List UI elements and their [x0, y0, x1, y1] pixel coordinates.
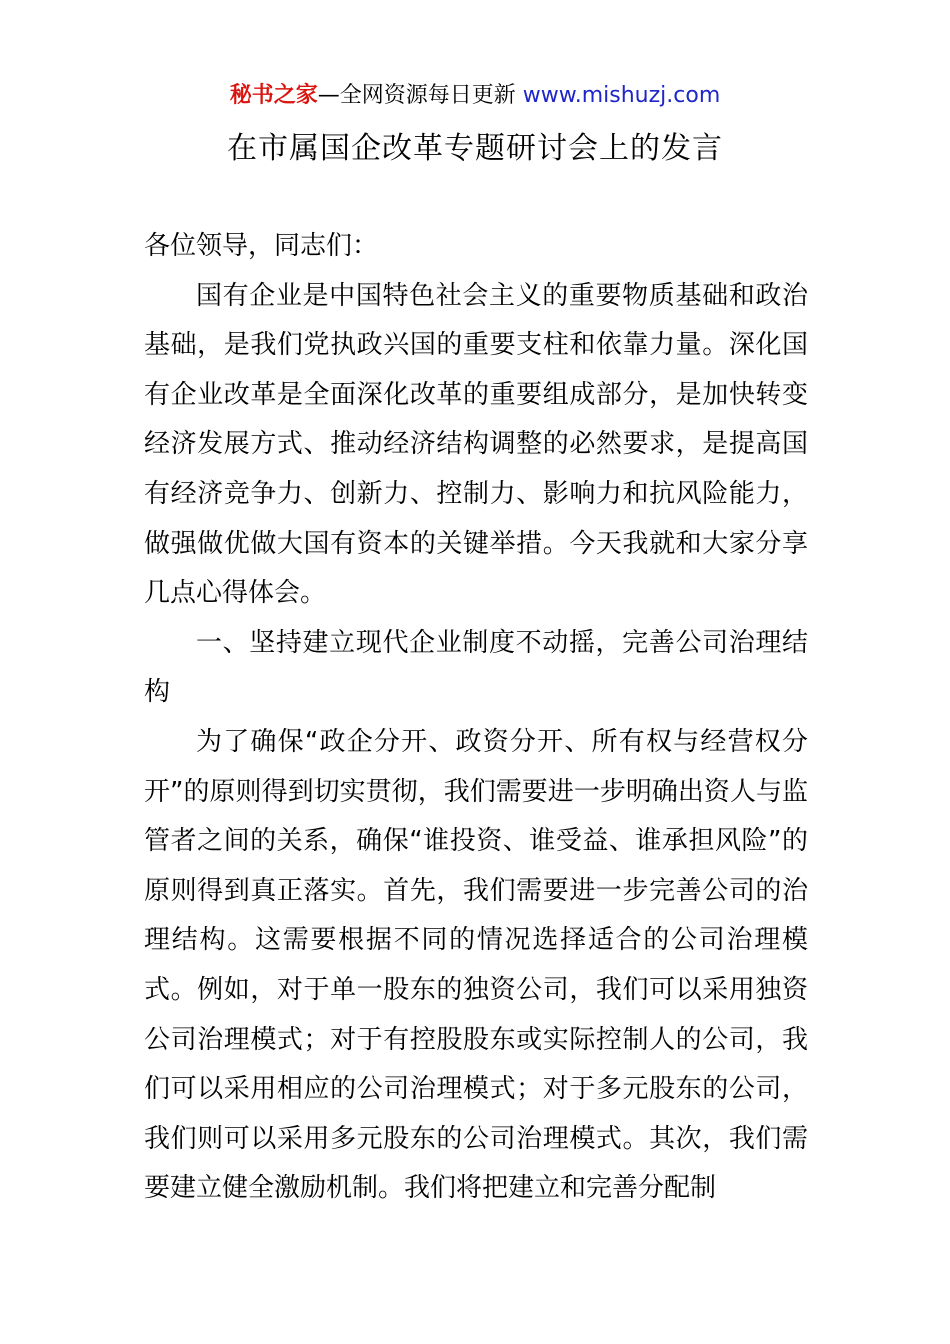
site-brand: 秘书之家	[229, 83, 318, 108]
document-body	[144, 222, 808, 1214]
section-heading-1: 一、坚持建立现代企业制度不动摇，完善公司治理结构	[144, 627, 808, 708]
document-title: 在市属国企改革专题研讨会上的发言	[227, 131, 723, 166]
paragraph-section-1: 为了确保“政企分开、政资分开、所有权与经营权分开”的原则得到切实贯彻，我们需要进一步明确出资人与监管者之间的关系，确保“谁投资、谁受益、谁承担风险”的原则得到真正落实。首先，我们需要进一步完善公司的治理结构。这需要根据不同的情况选择适合的公司治理模式。例如，对于单一股东的独资公司，我们可以采用独资公司治理模式；对于有控股股东或实际控制人的公司，我们可以采用相应的公司治理模式；对于多元股东的公司，我们则可以采用多元股东的公司治理模式。其次，我们需要建立健全激励机制。我们将把建立和完善分配制	[144, 726, 808, 1204]
paragraph-intro: 国有企业是中国特色社会主义的重要物质基础和政治基础，是我们党执政兴国的重要支柱和依靠力量。深化国有企业改革是全面深化改革的重要组成部分，是加快转变经济发展方式、推动经济结构调整的必然要求，是提高国有经济竞争力、创新力、控制力、影响力和抗风险能力，做强做优做大国有资本的关键举措。今天我就和大家分享几点心得体会。	[144, 280, 808, 609]
site-header	[0, 80, 950, 112]
site-url-link[interactable]: www.mishuzj.com	[522, 83, 721, 108]
site-tagline: —全网资源每日更新	[317, 83, 516, 108]
greeting: 各位领导，同志们：	[144, 231, 379, 261]
